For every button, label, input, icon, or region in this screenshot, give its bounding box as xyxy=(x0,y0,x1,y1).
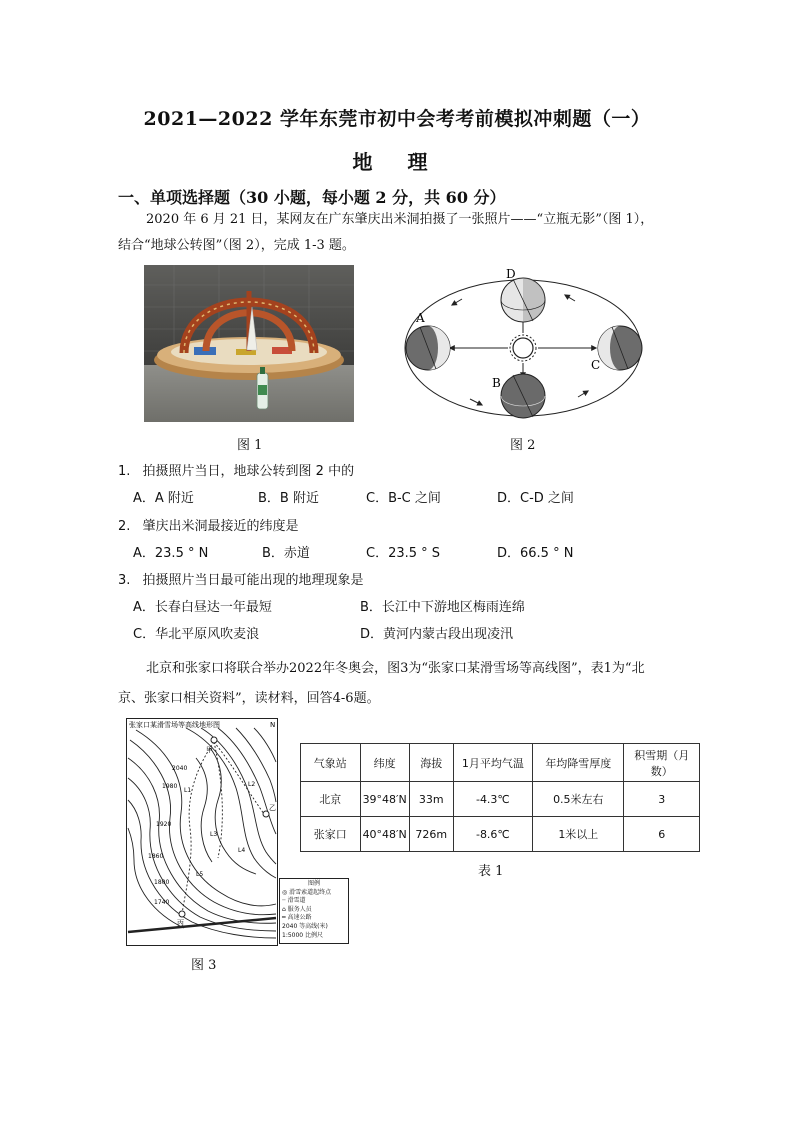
question-3 xyxy=(118,569,364,588)
legend-item: ◎ 滑雪索道起终点 xyxy=(282,888,332,896)
earth-d-icon xyxy=(501,278,545,322)
label-d: D xyxy=(506,267,516,281)
contour-label: 1920 xyxy=(156,821,172,828)
q1-option-c: C．B-C 之间 xyxy=(366,491,441,506)
label-c: C xyxy=(591,358,601,372)
table-1-caption: 表 1 xyxy=(478,864,504,879)
map-title: 张家口某滑雪场等高线地形图 xyxy=(129,721,220,729)
question-2 xyxy=(118,515,299,534)
question-1-number: 1. xyxy=(118,464,131,479)
contour-label: 1740 xyxy=(154,899,170,906)
q2-option-b: B．赤道 xyxy=(262,546,310,561)
q2-option-a: A．23.5 ° N xyxy=(133,546,209,561)
page-title: 2021—2022 学年东莞市初中会考考前模拟冲刺题（一） xyxy=(143,108,651,130)
trail-label: L4 xyxy=(238,847,246,854)
question-3-text: 拍摄照片当日最可能出现的地理现象是 xyxy=(142,573,364,588)
earth-a-icon xyxy=(406,326,450,370)
section-heading: 一、单项选择题（30 小题，每小题 2 分，共 60 分） xyxy=(118,188,506,207)
question-2-number: 2. xyxy=(118,519,131,534)
highway-icon: ━ xyxy=(282,914,286,922)
table-row xyxy=(301,782,700,817)
sun-icon xyxy=(510,335,536,361)
legend-item: 2040 等高线(米) xyxy=(282,922,328,930)
table-cell: 北京 xyxy=(301,782,361,817)
table-cell: 6 xyxy=(624,817,700,852)
place-bing: 丙 xyxy=(177,919,184,927)
q1-option-a: A．A 附近 xyxy=(133,491,194,506)
legend-item: ┈ 滑雪道 xyxy=(282,897,306,905)
question-1-text: 拍摄照片当日，地球公转到图 2 中的 xyxy=(142,464,355,479)
trail-icon: ┈ xyxy=(282,897,286,905)
q2-option-c: C．23.5 ° S xyxy=(366,546,441,561)
q1-option-b: B．B 附近 xyxy=(258,491,319,506)
table-cell: 张家口 xyxy=(301,817,361,852)
earth-b-icon xyxy=(501,374,545,418)
table-header-cell: 积雪期（月数） xyxy=(624,744,700,782)
table-header-cell: 纬度 xyxy=(360,744,409,782)
passage-2 xyxy=(118,654,683,714)
table-row xyxy=(301,817,700,852)
table-header-cell: 1月平均气温 xyxy=(453,744,533,782)
earth-c-icon xyxy=(598,326,642,370)
table-cell: 40°48′N xyxy=(360,817,409,852)
table-cell: 1米以上 xyxy=(533,817,624,852)
q1-option-d: D．C-D 之间 xyxy=(497,491,574,506)
figure-1-caption: 图 1 xyxy=(237,438,263,453)
table-cell: -4.3℃ xyxy=(453,782,533,817)
contour-label: 2040 xyxy=(172,765,188,772)
passage-1-line-2: 结合“地球公转图”（图 2），完成 1-3 题。 xyxy=(118,238,355,253)
map-legend xyxy=(279,878,349,944)
question-2-text: 肇庆出米洞最接近的纬度是 xyxy=(142,519,299,534)
legend-item: ⌂ 服务人员 xyxy=(282,905,312,913)
figure-3-caption: 图 3 xyxy=(191,958,217,973)
data-table xyxy=(300,743,700,852)
north-label: N xyxy=(270,721,276,729)
point-jia-icon xyxy=(211,737,217,743)
table-header-cell: 海拔 xyxy=(409,744,453,782)
table-cell: 39°48′N xyxy=(360,782,409,817)
question-3-number: 3. xyxy=(118,573,131,588)
contour-label: 1860 xyxy=(148,853,164,860)
figure-2-revolution-diagram xyxy=(400,265,650,425)
contour-label: 1980 xyxy=(162,783,178,790)
trail-label: L1 xyxy=(184,787,192,794)
table-header-cell: 气象站 xyxy=(301,744,361,782)
table-cell: -8.6℃ xyxy=(453,817,533,852)
table-header-row xyxy=(301,744,700,782)
q2-option-d: D．66.5 ° N xyxy=(497,546,574,561)
legend-title: 图例 xyxy=(307,880,320,887)
table-cell: 0.5米左右 xyxy=(533,782,624,817)
table-header-cell: 年均降雪厚度 xyxy=(533,744,624,782)
trail-label: L5 xyxy=(196,871,204,878)
table-cell: 726m xyxy=(409,817,453,852)
q3-option-c: C．华北平原风吹麦浪 xyxy=(133,627,260,642)
question-1 xyxy=(118,460,354,479)
legend-item: ━ 高速公路 xyxy=(282,914,312,922)
table-cell: 3 xyxy=(624,782,700,817)
passage-1 xyxy=(118,207,683,259)
trail-label: L3 xyxy=(210,831,218,838)
sundial-photo-illustration xyxy=(144,265,354,422)
contour-label: 1800 xyxy=(154,879,170,886)
trail-label: L2 xyxy=(248,781,256,788)
lift-point-icon: ◎ xyxy=(282,888,288,896)
place-yi: 乙 xyxy=(269,804,276,812)
passage-2-line-2: 京、张家口相关资料”，读材料，回答4-6题。 xyxy=(118,691,380,706)
table-cell: 33m xyxy=(409,782,453,817)
label-b: B xyxy=(492,376,501,390)
passage-2-line-1: 北京和张家口将联合举办2022年冬奥会，图3为“张家口某滑雪场等高线图”，表1为“北 xyxy=(146,661,645,676)
figure-3-contour-map xyxy=(126,718,278,946)
label-a: A xyxy=(416,311,425,325)
subject-title: 地 理 xyxy=(352,150,442,174)
figure-1-photo xyxy=(144,265,354,422)
service-icon: ⌂ xyxy=(282,905,286,913)
passage-1-line-1: 2020 年 6 月 21 日，某网友在广东肇庆出米洞拍摄了一张照片——“立瓶无影”（图 1）， xyxy=(146,212,654,227)
q3-option-d: D．黄河内蒙古段出现凌汛 xyxy=(360,627,514,642)
q3-option-b: B．长江中下游地区梅雨连绵 xyxy=(360,600,525,615)
q3-option-a: A．长春白昼达一年最短 xyxy=(133,600,272,615)
legend-item: 1:5000 比例尺 xyxy=(282,931,324,939)
place-jia: 甲 xyxy=(206,746,213,754)
figure-2-caption: 图 2 xyxy=(510,438,536,453)
point-bing-icon xyxy=(179,911,185,917)
